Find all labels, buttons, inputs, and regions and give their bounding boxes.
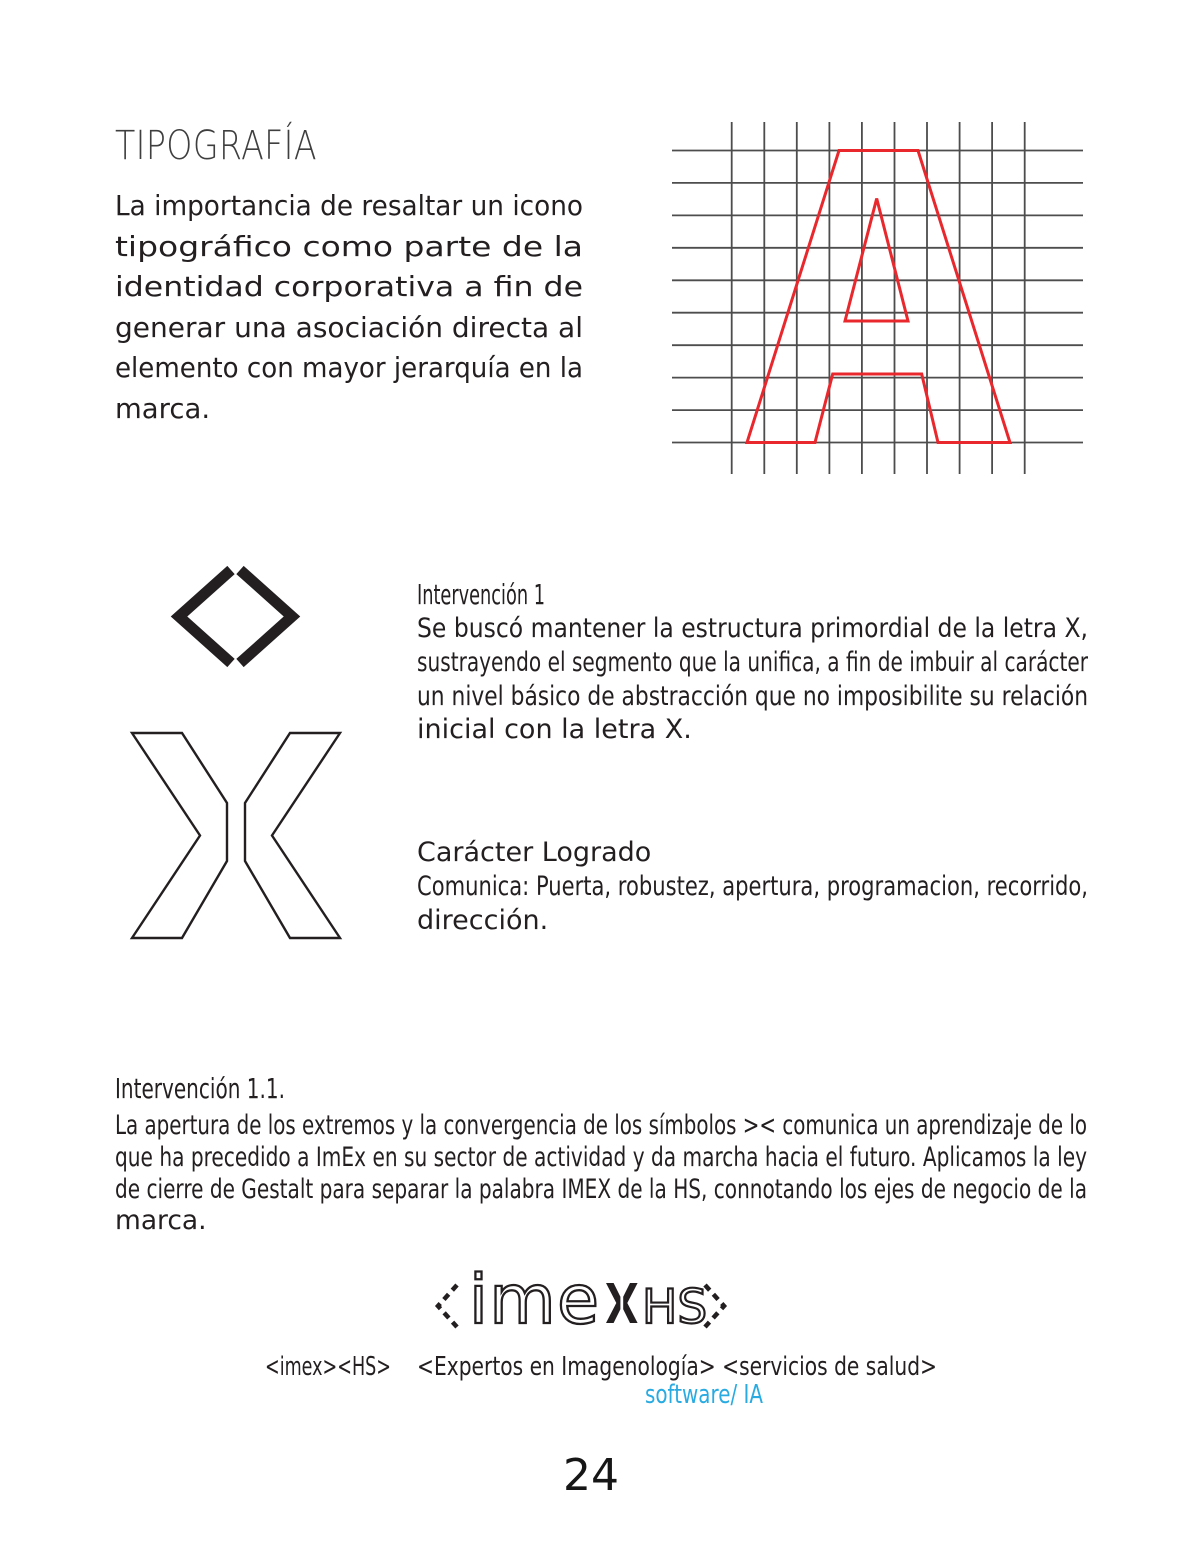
body-line: que ha precedido a ImEx en su sector de actividad y da marcha hacia el futuro. Aplicamos la ley — [115, 1141, 1087, 1173]
intro-line: identidad corporativa a fin de — [115, 271, 583, 303]
body-line: Se buscó mantener la estructura primordial de la letra X, — [417, 613, 1088, 644]
split-x-left-half — [132, 733, 227, 938]
logo-split-x-right — [623, 1283, 637, 1323]
typography-intro-paragraph — [115, 186, 583, 429]
page-title-text: TIPOGRAFÍA — [115, 123, 317, 169]
split-x-outline-icon — [125, 726, 347, 945]
logo-caption-code — [265, 1352, 391, 1382]
caption-meaning-text: <Expertos en Imagenología> <servicios de salud> — [417, 1352, 937, 1382]
red-letter-a-counter — [845, 199, 908, 322]
heading-text: Intervención 1.1. — [115, 1072, 285, 1105]
intro-line: marca. — [115, 392, 211, 425]
body-line: sustrayendo el segmento que la unifica, a fin de imbuir al carácter — [417, 646, 1088, 678]
intervencion-1-paragraph — [417, 612, 1088, 747]
body-line: marca. — [115, 1205, 207, 1237]
logo-word-hs: HS — [642, 1280, 708, 1335]
logo-split-x-left — [606, 1283, 620, 1323]
intro-line: generar una asociación directa al — [115, 311, 583, 344]
intro-line: elemento con mayor jerarquía en la — [115, 352, 583, 384]
body-line: de cierre de Gestalt para separar la palabra IMEX de la HS, connotando los ejes de negocio de la — [115, 1173, 1087, 1205]
intro-line: La importancia de resaltar un icono — [115, 190, 583, 222]
logo-caption-meaning — [417, 1352, 937, 1382]
logo-caption-software — [645, 1380, 763, 1410]
intro-line: tipográfico como parte de la — [115, 230, 583, 263]
red-letter-a-outline — [747, 151, 1010, 443]
logo-right-dashed-bracket-icon — [705, 1285, 724, 1327]
body-line: un nivel básico de abstracción que no imposibilite su relación — [417, 680, 1088, 712]
comunica-line: Comunica: Puerta, robustez, apertura, programacion, recorrido, — [417, 870, 1088, 902]
caracter-logrado-title: Carácter Logrado — [417, 837, 652, 868]
split-x-right-half — [245, 733, 340, 938]
intervencion-1-1-paragraph — [115, 1110, 1087, 1237]
grid-vertical-lines — [732, 122, 1025, 474]
page-number — [491, 1452, 691, 1500]
diamond-left-chevron — [179, 570, 231, 663]
body-line: inicial con la letra X. — [417, 714, 692, 746]
intervencion-1-1-heading — [115, 1072, 285, 1106]
caracter-logrado-block — [417, 836, 1088, 937]
letter-a-grid-figure — [660, 108, 1096, 486]
angle-bracket-diamond-icon — [168, 558, 304, 670]
comunica-line: dirección. — [417, 904, 549, 936]
heading-text: Intervención 1 — [417, 578, 545, 611]
caption-code-text: <imex><HS> — [265, 1352, 391, 1382]
logo-left-dashed-bracket-icon — [438, 1285, 457, 1327]
caption-software-text: software/ IA — [645, 1380, 763, 1410]
body-line: La apertura de los extremos y la convergencia de los símbolos >< comunica un aprendizaje de lo — [115, 1110, 1087, 1141]
grid-horizontal-lines — [672, 151, 1083, 443]
diamond-right-chevron — [240, 570, 292, 663]
imexhs-logo — [430, 1258, 740, 1350]
page-title — [115, 124, 317, 168]
logo-word-ime: ime — [469, 1261, 601, 1340]
intervencion-1-heading — [417, 578, 545, 612]
page-number-text: 24 — [563, 1450, 619, 1501]
